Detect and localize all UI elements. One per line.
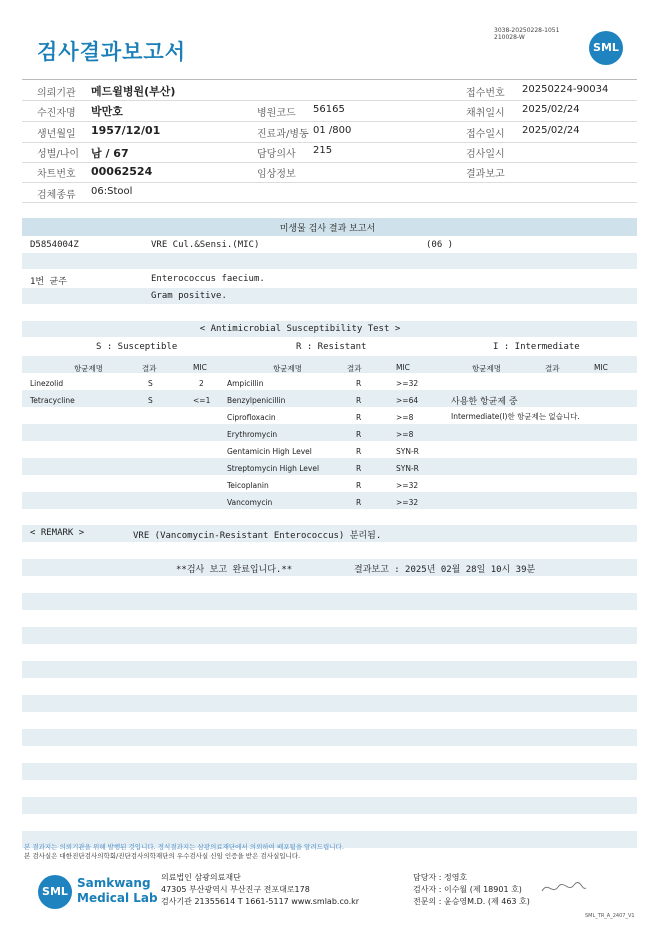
patient-name-label: 수진자명 (37, 108, 76, 119)
ast-row-result: S (148, 379, 153, 388)
legend-susceptible: S : Susceptible (96, 342, 178, 352)
col-result-2: 결과 (347, 364, 362, 373)
chart-no-value: 00062524 (91, 165, 153, 178)
test-number: (06 ) (426, 240, 454, 250)
brand-name-1: Samkwang (77, 876, 151, 890)
col-mic-3: MIC (594, 363, 608, 372)
report-time: 결과보고 : 2025년 02월 28일 10시 39분 (354, 565, 536, 575)
test-date-label: 검사일시 (466, 149, 505, 160)
dept-value: 01 /800 (313, 125, 352, 136)
col-drug-3: 항균제명 (472, 364, 501, 373)
receipt-no-label: 접수번호 (466, 88, 505, 99)
ast-row-drug: Vancomycin (227, 498, 273, 507)
ast-row-mic: >=64 (396, 396, 419, 405)
ast-row-mic: >=8 (396, 430, 414, 439)
specimen-value: 06:Stool (91, 186, 133, 197)
remark-label: < REMARK > (30, 528, 85, 538)
org-name: 의료법인 삼광의료재단 (161, 873, 241, 882)
ast-row-result: R (356, 464, 362, 473)
ast-row-mic: >=32 (396, 379, 419, 388)
chart-no-label: 차트번호 (37, 169, 76, 180)
ast-row-result: R (356, 430, 362, 439)
ast-row-mic: >=32 (396, 481, 419, 490)
ast-row-mic: <=1 (193, 396, 211, 405)
dept-label: 진료과/병동 (257, 129, 309, 140)
sml-footer-logo: SML (38, 875, 72, 909)
organism-label: 1번 균주 (30, 277, 67, 287)
ast-row-drug: Tetracycline (30, 396, 75, 405)
ast-row-drug: Linezolid (30, 379, 64, 388)
staff-label: 담당자 : (413, 873, 444, 882)
ast-row-drug: Erythromycin (227, 430, 278, 439)
ast-row-mic: SYN-R (396, 447, 419, 456)
institution-label: 의뢰기관 (37, 88, 76, 99)
patient-name-value: 박만호 (91, 105, 123, 118)
tester-line (413, 884, 522, 895)
footer-note-2: 본 검사실은 대한진단검사의학회/진단검사의학재단의 우수검사실 신임 인증을 받은 검사실입니다. (24, 852, 301, 860)
ast-row-result: R (356, 396, 362, 405)
ast-row-result: S (148, 396, 153, 405)
ast-note-1: 사용한 항균제 중 (451, 397, 518, 407)
ast-row-result: R (356, 498, 362, 507)
col-result-1: 결과 (142, 364, 157, 373)
specialist-name: 윤승영M.D. (제 463 호) (443, 897, 530, 906)
collect-date-value: 2025/02/24 (522, 104, 580, 115)
specimen-label: 검체종류 (37, 190, 76, 201)
organism-gram: Gram positive. (151, 291, 227, 301)
legend-intermediate: I : Intermediate (493, 342, 580, 352)
sml-logo: SML (589, 31, 623, 65)
completion-text: **검사 보고 완료입니다.** (176, 565, 293, 575)
micro-section-title: 미생물 검사 결과 보고서 (279, 224, 376, 234)
test-name: VRE Cul.&Sensi.(MIC) (151, 240, 260, 250)
receipt-date-value: 2025/02/24 (522, 125, 580, 136)
receipt-no-value: 20250224-90034 (522, 84, 609, 95)
collect-date-label: 채취일시 (466, 108, 505, 119)
ast-row-drug: Benzylpenicillin (227, 396, 286, 405)
result-report-label: 결과보고 (466, 169, 505, 180)
ast-note-2: Intermediate(I)한 항균제는 없습니다. (451, 412, 580, 421)
ast-row-result: R (356, 481, 362, 490)
footer-note-1: 본 결과지는 의뢰기관을 위해 발행된 것입니다. 정식결과지는 삼광의료재단에서 의뢰하여 배포됨을 알려드립니다. (24, 843, 344, 851)
clinical-label: 임상정보 (257, 169, 296, 180)
staff-name: 정영호 (443, 873, 468, 882)
ast-row-result: R (356, 379, 362, 388)
institution-value: 메드윌병원(부산) (91, 85, 176, 98)
ast-row-mic: SYN-R (396, 464, 419, 473)
brand-name-2: Medical Lab (77, 891, 158, 905)
col-drug-1: 항균제명 (74, 364, 103, 373)
ast-row-drug: Gentamicin High Level (227, 447, 312, 456)
ast-row-result: R (356, 447, 362, 456)
ast-row-mic: 2 (199, 379, 204, 388)
tester-label: 검사자 : (413, 885, 444, 894)
test-code: D5854004Z (30, 240, 79, 250)
ast-row-drug: Teicoplanin (227, 481, 269, 490)
birth-value: 1957/12/01 (91, 124, 161, 137)
hospital-code-value: 56165 (313, 104, 345, 115)
organism-name: Enterococcus faecium. (151, 274, 265, 284)
receipt-date-label: 접수일시 (466, 129, 505, 140)
col-mic-2: MIC (396, 363, 410, 372)
legend-resistant: R : Resistant (296, 342, 367, 352)
remark-text: VRE (Vancomycin-Resistant Enterococcus) 분리됨. (133, 531, 382, 541)
sex-age-label: 성별/나이 (37, 149, 80, 160)
col-drug-2: 항균제명 (273, 364, 302, 373)
org-contact: 검사기관 21355614 T 1661-5117 www.smlab.co.kr (161, 897, 360, 906)
specialist-line (413, 896, 530, 907)
ast-row-result: R (356, 413, 362, 422)
form-code: SML_TR_A_2407_V1 (585, 913, 635, 919)
ast-row-drug: Ciprofloxacin (227, 413, 276, 422)
ast-title: < Antimicrobial Susceptibility Test > (199, 324, 401, 334)
sex-age-value: 남 / 67 (91, 147, 129, 160)
org-address: 47305 부산광역시 부산진구 전포대로178 (161, 885, 310, 894)
ast-row-mic: >=32 (396, 498, 419, 507)
report-code-1: 3038-20250228-1051 (494, 27, 560, 34)
ast-row-mic: >=8 (396, 413, 414, 422)
hospital-code-label: 병원코드 (257, 108, 296, 119)
report-code-2: 210028-W (494, 34, 525, 41)
specialist-label: 전문의 : (413, 897, 444, 906)
doctor-label: 담당의사 (257, 149, 296, 160)
doctor-value: 215 (313, 145, 333, 156)
col-mic-1: MIC (193, 363, 207, 372)
signature-mark (540, 877, 588, 899)
col-result-3: 결과 (545, 364, 560, 373)
staff-line (413, 872, 467, 883)
birth-label: 생년월일 (37, 129, 76, 140)
ast-row-drug: Streptomycin High Level (227, 464, 320, 473)
page-title: 검사결과보고서 (37, 40, 187, 64)
tester-name: 이수월 (제 18901 호) (443, 885, 522, 894)
ast-row-drug: Ampicillin (227, 379, 264, 388)
